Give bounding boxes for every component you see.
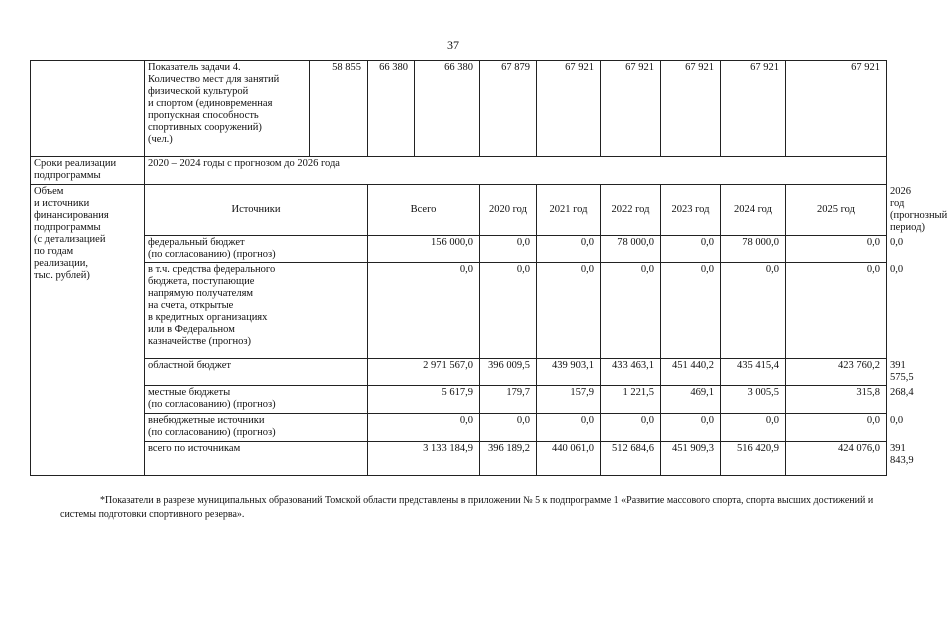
funding-value: 0,0 [721,263,786,359]
funding-value: 0,0 [601,414,661,442]
indicator-value: 67 921 [721,61,786,157]
funding-value: 0,0 [661,236,721,263]
funding-total: 5 617,9 [368,386,480,414]
col-header-year: 2022 год [601,185,661,236]
funding-value: 451 909,3 [661,442,721,476]
funding-value: 0,0 [601,263,661,359]
funding-source: областной бюджет [145,359,368,386]
funding-value: 0,0 [786,236,887,263]
funding-value: 315,8 [786,386,887,414]
funding-value: 0,0 [786,263,887,359]
indicator-row [31,61,887,157]
timeline-label: Сроки реализации подпрограммы [31,157,145,185]
col-header-sources: Источники [145,185,368,236]
indicator-value: 58 855 [310,61,368,157]
funding-value: 0,0 [537,236,601,263]
funding-value: 0,0 [480,236,537,263]
funding-label: Объем и источники финансирования подпрограммы (с детализацией по годам реализации, тыс. рублей) [31,185,145,476]
empty-cell [31,61,145,157]
col-header-year: 2021 год [537,185,601,236]
funding-source: местные бюджеты (по согласованию) (прогноз) [145,386,368,414]
funding-total: 3 133 184,9 [368,442,480,476]
funding-value: 469,1 [661,386,721,414]
funding-value: 435 415,4 [721,359,786,386]
funding-value: 396 189,2 [480,442,537,476]
funding-value: 3 005,5 [721,386,786,414]
funding-value: 0,0 [537,414,601,442]
page-number: 37 [447,38,459,52]
col-header-total: Всего [368,185,480,236]
funding-total: 156 000,0 [368,236,480,263]
funding-value: 512 684,6 [601,442,661,476]
col-header-year: 2023 год [661,185,721,236]
indicator-value: 67 921 [601,61,661,157]
funding-source: всего по источникам [145,442,368,476]
indicator-label: Показатель задачи 4. Количество мест для занятий физической культурой и спортом (единовременная пропускная способность спортивных сооружений) (чел.) [145,61,310,157]
funding-value: 0,0 [786,414,887,442]
funding-value: 0,0 [537,263,601,359]
funding-source: в т.ч. средства федерального бюджета, поступающие напрямую получателям на счета, открытые в кредитных организациях или в Федеральном казначействе (прогноз) [145,263,368,359]
funding-value: 424 076,0 [786,442,887,476]
col-header-year: 2025 год [786,185,887,236]
col-header-year: 2024 год [721,185,786,236]
funding-total: 2 971 567,0 [368,359,480,386]
funding-value: 440 061,0 [537,442,601,476]
funding-value: 0,0 [480,414,537,442]
funding-value: 157,9 [537,386,601,414]
funding-value: 423 760,2 [786,359,887,386]
funding-row-federal: федеральный бюджет (по согласованию) (прогноз) 156 000,0 0,0 0,0 78 000,0 0,0 78 000,0 0,0 0,0 [31,236,887,263]
funding-value: 0,0 [721,414,786,442]
funding-source: внебюджетные источники (по согласованию) (прогноз) [145,414,368,442]
funding-value: 439 903,1 [537,359,601,386]
funding-header-row: Объем и источники финансирования подпрограммы (с детализацией по годам реализации, тыс. рублей) Источники Всего 2020 год 2021 год 2022 год 2023 год 2024 год 2025 год 2026 год (прогнозный период) [31,185,887,236]
timeline-value: 2020 – 2024 годы с прогнозом до 2026 года [145,157,887,185]
funding-value: 78 000,0 [601,236,661,263]
subprogram-passport-table [30,60,947,476]
funding-total: 0,0 [368,263,480,359]
funding-row-federal-direct: в т.ч. средства федерального бюджета, поступающие напрямую получателям на счета, открытые в кредитных организациях или в Федеральном казначействе (прогноз) 0,0 0,0 0,0 0,0 0,0 0,0 0,0 0,0 [31,263,887,359]
funding-value: 78 000,0 [721,236,786,263]
funding-value: 1 221,5 [601,386,661,414]
funding-row-regional: областной бюджет 2 971 567,0 396 009,5 439 903,1 433 463,1 451 440,2 435 415,4 423 760,2 391 575,5 [31,359,887,386]
funding-value: 433 463,1 [601,359,661,386]
indicator-value: 67 921 [537,61,601,157]
funding-value: 0,0 [480,263,537,359]
funding-value: 0,0 [661,263,721,359]
indicator-value: 67 921 [786,61,887,157]
indicator-value: 67 879 [480,61,537,157]
col-header-year: 2020 год [480,185,537,236]
indicator-value: 67 921 [661,61,721,157]
indicator-value: 66 380 [415,61,480,157]
funding-row-total: всего по источникам 3 133 184,9 396 189,2 440 061,0 512 684,6 451 909,3 516 420,9 424 076,0 391 843,9 [31,442,887,476]
footnote: *Показатели в разрезе муниципальных образований Томской области представлены в приложении № 5 к подпрограмме 1 «Развитие массового спорта, спорта высших достижений и системы подготовки спортивного резерва». [60,495,874,520]
timeline-row [31,157,887,185]
funding-total: 0,0 [368,414,480,442]
funding-row-local: местные бюджеты (по согласованию) (прогноз) 5 617,9 179,7 157,9 1 221,5 469,1 3 005,5 315,8 268,4 [31,386,887,414]
funding-value: 451 440,2 [661,359,721,386]
funding-value: 516 420,9 [721,442,786,476]
funding-source: федеральный бюджет (по согласованию) (прогноз) [145,236,368,263]
funding-row-extrabudgetary: внебюджетные источники (по согласованию) (прогноз) 0,0 0,0 0,0 0,0 0,0 0,0 0,0 0,0 [31,414,887,442]
indicator-value: 66 380 [368,61,415,157]
funding-value: 0,0 [661,414,721,442]
funding-value: 179,7 [480,386,537,414]
funding-value: 396 009,5 [480,359,537,386]
